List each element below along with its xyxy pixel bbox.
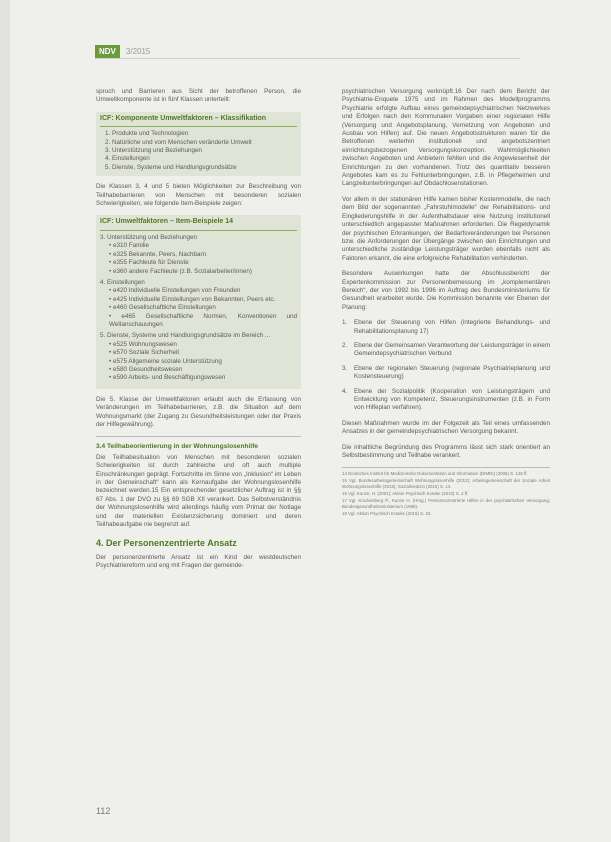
running-header bbox=[95, 45, 150, 58]
group-heading: 3. Unterstützung und Beziehungen bbox=[100, 233, 197, 241]
list-item: • e425 Individuelle Einstellungen von Bekannten, Peers etc. bbox=[109, 296, 297, 304]
list-item: • e325 Bekannte, Peers, Nachbarn bbox=[109, 251, 297, 259]
list-item: 2. Natürliche und vom Menschen veränderte Umwelt bbox=[112, 139, 297, 147]
body-paragraph: Besondere Auswirkungen hatte der Abschlussbericht der Expertenkommission zur Personenbemessung im „komplementären Bereich“, der von 1992 bis 1996 im Auftrag des Bundesministeriums für Gesundheit erarbeitet wurde. Die Kommission benannte vier Ebenen der Planung: bbox=[342, 270, 550, 311]
level-text: Ebene der regionalen Steuerung (regionale Psychiatrieplanung und Kostensteuerung) bbox=[354, 364, 550, 381]
list-item: • e465 Gesellschaftliche Normen, Konventionen und Weltanschauungen bbox=[109, 313, 297, 330]
right-column bbox=[342, 88, 550, 518]
footnote: 18 Vgl. Aktion Psychisch Kranke (2015) S. 23. bbox=[342, 511, 432, 517]
body-paragraph: Vor allem in der stationären Hilfe kamen bisher Kostenmodelle, die nach dem Bild der sogenannten „Fahrstuhlmodelle“ der Rehabilitations- und Eingliederungshilfe in der Aufenthaltsdauer eine Nutzung institutionell unterschiedlich angepasster Maßnahmen erforderten. Die Regeldynamik der psychischen Erkrankungen, der Bedarfsveränderungen bei Personen bzw. die Anforderungen der Übergänge zwischen den Einrichtungen und unterschiedliche zuständige Leistungsträger wurden ebenfalls nicht als Faktoren erkannt, die eine erfolgreiche Rehabilitation verhinderten. bbox=[342, 195, 550, 262]
list-item: 2. Ebene der Gemeinsamen Verantwortung der Leistungsträger in einem Gemeindepsychiatrischen Verbund bbox=[342, 341, 550, 358]
list-item: 4. Ebene der Sozialpolitik (Kooperation von Leistungsträgern und Entwicklung von Kompetenz, Steuerungsinstrumenten (z.B. in Form von Hilfeplan verfahren). bbox=[342, 387, 550, 412]
list-item: 1. Ebene der Steuerung von Hilfen (integrierte Behandlungs- und Rehabilitationsplanung 17) bbox=[342, 319, 550, 335]
list-item: • e590 Arbeits- und Beschäftigungswesen bbox=[109, 374, 297, 382]
body-paragraph: Die Teilhabesituation von Menschen mit besonderen sozialen Schwierigkeiten ist durch zahlreiche und oft auch multiple Einschränkungen geprägt. Fortschritte im Sinne von „Inklusion“ im Leben in der Gemeinschaft“ kann als Kernaufgabe der Wohnungslosenhilfe bezeichnet werden.15 Ein entsprechender gesetzlicher Auftrag ist in §§ 67 Abs. 1 der DVO zu §§ 69 SGB XII verankert. Das Selbstverständnis der Wohnungslosenhilfe wird allerdings häufig vom Primat der Notlage und der materiellen Existenzsicherung dominiert und deren Teilhabeaufgabe nie begrenzt auf. bbox=[96, 453, 301, 529]
body-paragraph: Die 5. Klasse der Umweltfaktoren erlaubt auch die Erfassung von Veränderungen im Teilhabebarrieren, z.B. die Situation auf dem Wohnungsmarkt (der Zugang zu Gesundheitsleistungen oder der Praxis der Hilfegewährung). bbox=[96, 395, 301, 428]
list-item: 3. Ebene der regionalen Steuerung (regionale Psychiatrieplanung und Kostensteuerung) bbox=[342, 364, 550, 381]
footnote: 17 Vgl. Kruckenberg P., Kunze H. (Hrsg.) Personenzentrierte Hilfen in der psychiatrischen Versorgung; Bundesgesundheitsministerium (1999). bbox=[342, 498, 550, 510]
body-paragraph: Diesen Maßnahmen wurde im der Folgezeit als Teil eines umfassenden Ansatzes in der gemeindepsychiatrischen Versorgung bekannt. bbox=[342, 419, 550, 436]
item-examples-box-title: ICF: Umweltfaktoren – Item-Beispiele 14 bbox=[100, 218, 234, 226]
classification-box-title: ICF: Komponente Umweltfaktoren – Klassifikation bbox=[100, 114, 267, 122]
journal-badge: NDV bbox=[95, 45, 120, 58]
body-paragraph: Die Klassen 3, 4 und 5 bieten Möglichkeiten zur Beschreibung von Teilhabebarrieren von Menschen mit besonderen sozialen Schwierigkeiten, wie folgende Item-Beispiele zeigen: bbox=[96, 183, 301, 208]
list-item: • e460 Gesellschaftliche Einstellungen bbox=[109, 304, 297, 312]
chapter-heading: 4. Der Personenzentrierte Ansatz bbox=[96, 538, 237, 549]
list-item: 1. Produkte und Technologien bbox=[112, 130, 297, 138]
list-item: • e575 Allgemeine soziale Unterstützung bbox=[109, 358, 297, 366]
example-list bbox=[100, 287, 297, 329]
body-paragraph: Der personenzentrierte Ansatz ist ein Kind der westdeutschen Psychiatriereform und eng mit Fragen der gemeinde- bbox=[96, 553, 301, 570]
item-examples-box bbox=[96, 215, 301, 388]
left-column bbox=[96, 88, 301, 578]
example-group bbox=[100, 234, 297, 276]
header-rule bbox=[95, 58, 520, 59]
example-group bbox=[100, 279, 297, 329]
list-item: 4. Einstellungen bbox=[112, 155, 297, 163]
list-item: 5. Dienste, Systeme und Handlungsgrundsätze bbox=[112, 164, 297, 172]
body-paragraph: Die inhaltliche Begründung des Programms lässt sich stark orientiert an Selbstbestimmung und Teilhabe verankert. bbox=[342, 443, 550, 460]
list-item: • e355 Fachleute für Dienste bbox=[109, 259, 297, 267]
footnote: 14 Deutsches Institut für Medizinische Dokumentation und Information (DIMDI) (2005) S. 126 ff. bbox=[342, 471, 528, 477]
group-heading: 4. Einstellungen bbox=[100, 278, 145, 286]
example-list bbox=[100, 341, 297, 383]
list-item: 3. Unterstützung und Beziehungen bbox=[112, 147, 297, 155]
list-item: • e310 Familie bbox=[109, 242, 297, 250]
example-list bbox=[100, 242, 297, 276]
footnote: 15 Vgl. Bundesarbeitsgemeinschaft Wohnungslosenhilfe (2012); Arbeitsgemeinschaft der Soziale Arbeit Wohnungslosenhilfe (2015); Sozialmedizin (2015) S. 14. bbox=[342, 478, 550, 490]
list-item: • e360 andere Fachleute (z.B. Sozialarbeiter/innen) bbox=[109, 268, 297, 276]
box-divider bbox=[100, 230, 297, 231]
classification-box bbox=[96, 112, 301, 176]
example-group bbox=[100, 332, 297, 382]
intro-paragraph: spruch und Barrieren aus Sicht der betroffenen Person, die Umweltkomponente ist in fünf Klassen unterteilt: bbox=[96, 88, 301, 104]
level-text: Ebene der Gemeinsamen Verantwortung der Leistungsträger in einem Gemeindepsychiatrischen Verbund bbox=[354, 341, 550, 358]
body-paragraph: psychiatrischen Versorgung verknüpft.16 Der nach dem Bericht der Psychiatrie-Enquete 1975 und im Rahmen des Modellprogramms Psychiatrie erfolgte Aufbau eines gemeindepsychiatrischen Netzwerkes und Erfolgen nach den Kommunalen Vorgaben einer regionalen Hilfe (Versorgung und Angebotsplanung, Vernetzung von Angeboten und Ausbau von Hilfen) auf. Die neuen Angebotsstrukturen waren für die Betroffenen weiterhin institutionell und angebotszentriert einrichtungsbezogenen Versorgungskonzeption. Wahlmöglichkeiten zwischen Angeboten und Anbietern fehlten und die Angewiesenheit der Einrichtungen zu den vorhandenen. Trotz des quantitativ besseren Angebotes kam es zu Fehlunterbringungen, z.B. in Pflegeheimen und Langzeitunterbringungen auf Obdachlosenstationen. bbox=[342, 88, 550, 188]
box-divider bbox=[100, 126, 297, 127]
issue-label: 3/2015 bbox=[125, 47, 151, 56]
page-number: 112 bbox=[96, 806, 111, 816]
level-text: Ebene der Sozialpolitik (Kooperation von Leistungsträgern und Entwicklung von Kompetenz, Steuerungsinstrumenten (z.B. in Form von Hilfeplan verfahren). bbox=[354, 387, 550, 412]
levels-list bbox=[342, 319, 550, 413]
list-item: • e525 Wohnungswesen bbox=[109, 341, 297, 349]
section-heading: 3.4 Teilhabeorientierung in der Wohnungslosenhilfe bbox=[96, 443, 259, 451]
footnote: 16 Vgl. Kunze, H. (2001); Aktion Psychisch Kranke (2010) S. 4 ff. bbox=[342, 491, 469, 497]
list-item: • e420 Individuelle Einstellungen von Freunden bbox=[109, 287, 297, 295]
classification-list bbox=[100, 130, 297, 172]
level-text: Ebene der Steuerung von Hilfen (integrierte Behandlungs- und Rehabilitationsplanung 17) bbox=[354, 319, 550, 335]
list-item: • e570 Soziale Sicherheit bbox=[109, 349, 297, 357]
group-heading: 5. Dienste, Systeme und Handlungsgrundsätze im Bereich ... bbox=[100, 332, 271, 340]
binding-gutter bbox=[0, 0, 10, 842]
section-rule bbox=[96, 436, 301, 437]
list-item: • e580 Gesundheitswesen bbox=[109, 366, 297, 374]
footnotes bbox=[342, 467, 550, 517]
